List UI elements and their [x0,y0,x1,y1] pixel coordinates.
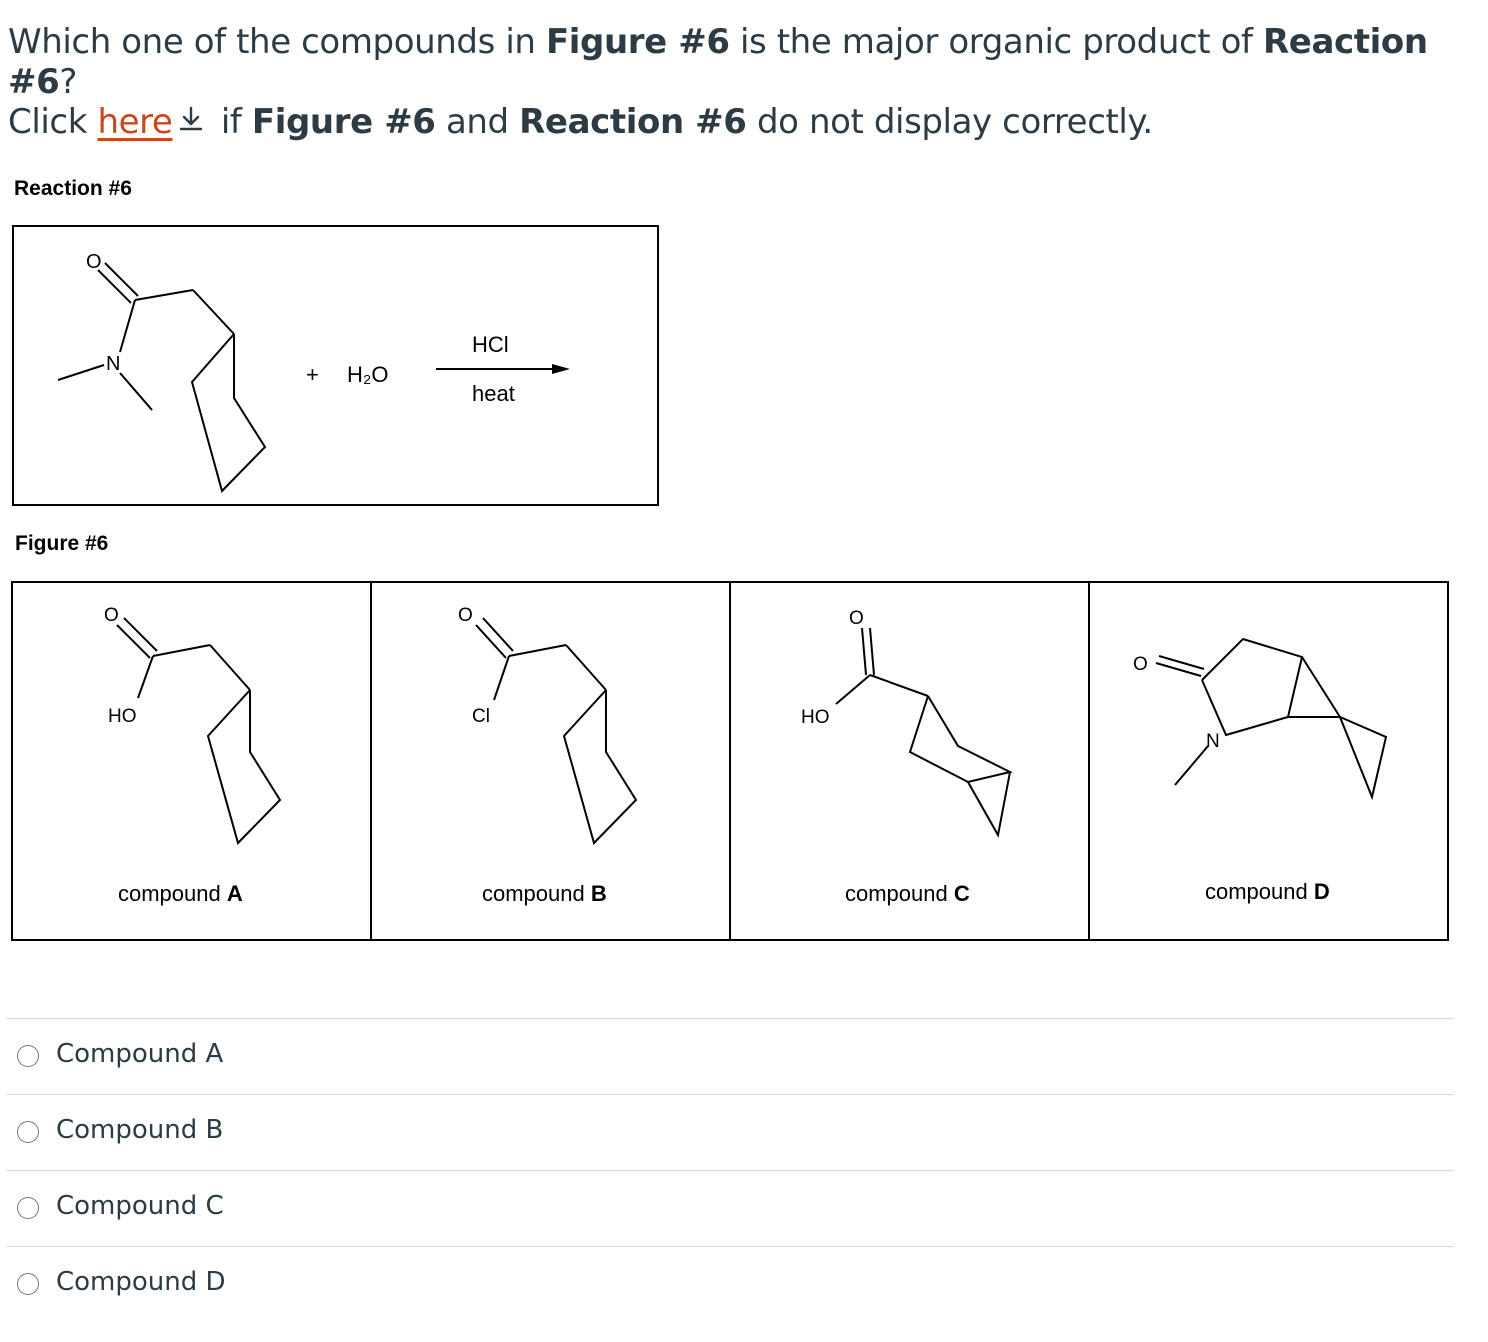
choice-label-compound-a[interactable]: Compound A [56,1039,224,1069]
if-text: if [210,102,252,142]
compound-b-caption: compound B [482,881,607,906]
figure-label: Figure #6 [15,532,109,555]
choice-compound-c[interactable] [6,1170,1454,1246]
compound-a-structure [117,618,280,843]
heat-condition: heat [472,381,515,406]
compound-b-O-atom: O [458,605,473,626]
question-reaction-ref: Reaction #6 [8,22,1428,102]
compound-d-N-atom: N [1206,731,1220,752]
radio-compound-b[interactable] [17,1121,39,1143]
click-reaction-ref: Reaction #6 [519,102,747,142]
and-text: and [435,102,520,142]
compound-c-HO-group: HO [801,707,830,728]
compound-c-O-atom: O [849,608,864,629]
plus-sign: + [306,362,319,387]
here-link[interactable]: here [97,102,173,142]
radio-compound-a[interactable] [17,1045,39,1067]
click-figure-ref: Figure #6 [251,102,436,142]
question-suffix: ? [59,62,78,102]
choice-label-compound-c[interactable]: Compound C [56,1191,224,1221]
reactant-O-atom: O [86,251,102,273]
reaction-figure [0,0,700,520]
choice-label-compound-b[interactable]: Compound B [56,1115,224,1145]
compound-c-caption: compound C [845,881,970,906]
compound-b-structure [476,618,636,843]
compound-a-HO-group: HO [108,706,137,727]
hcl-reagent: HCl [472,332,509,357]
compound-c-structure [836,628,1010,835]
radio-compound-c[interactable] [17,1197,39,1219]
question-middle: is the major organic product of [729,22,1264,62]
choice-label-compound-d[interactable]: Compound D [56,1267,226,1297]
question-prefix: Which one of the compounds in [8,22,546,62]
question-figure-ref: Figure #6 [545,22,730,62]
tail-text: do not display correctly. [746,102,1153,142]
reactant-N-atom: N [106,353,121,375]
radio-compound-d[interactable] [17,1273,39,1295]
compound-a-O-atom: O [104,605,119,626]
choice-compound-b[interactable] [6,1094,1454,1170]
water-reagent: H₂O [347,362,389,387]
reaction-label: Reaction #6 [14,177,132,200]
compound-b-Cl-group: Cl [472,706,490,727]
compound-d-structure [1156,639,1386,797]
compound-d-caption: compound D [1205,879,1330,904]
compound-a-caption: compound A [118,881,243,906]
choice-compound-a[interactable] [6,1018,1454,1094]
reaction-arrowhead [552,364,570,374]
click-text: Click [8,102,98,142]
choice-compound-d[interactable] [6,1246,1454,1322]
answer-choices [6,1018,1454,1322]
compound-d-O-atom: O [1133,654,1148,675]
reactant-structure [58,263,265,491]
figure-compounds [0,570,1460,950]
